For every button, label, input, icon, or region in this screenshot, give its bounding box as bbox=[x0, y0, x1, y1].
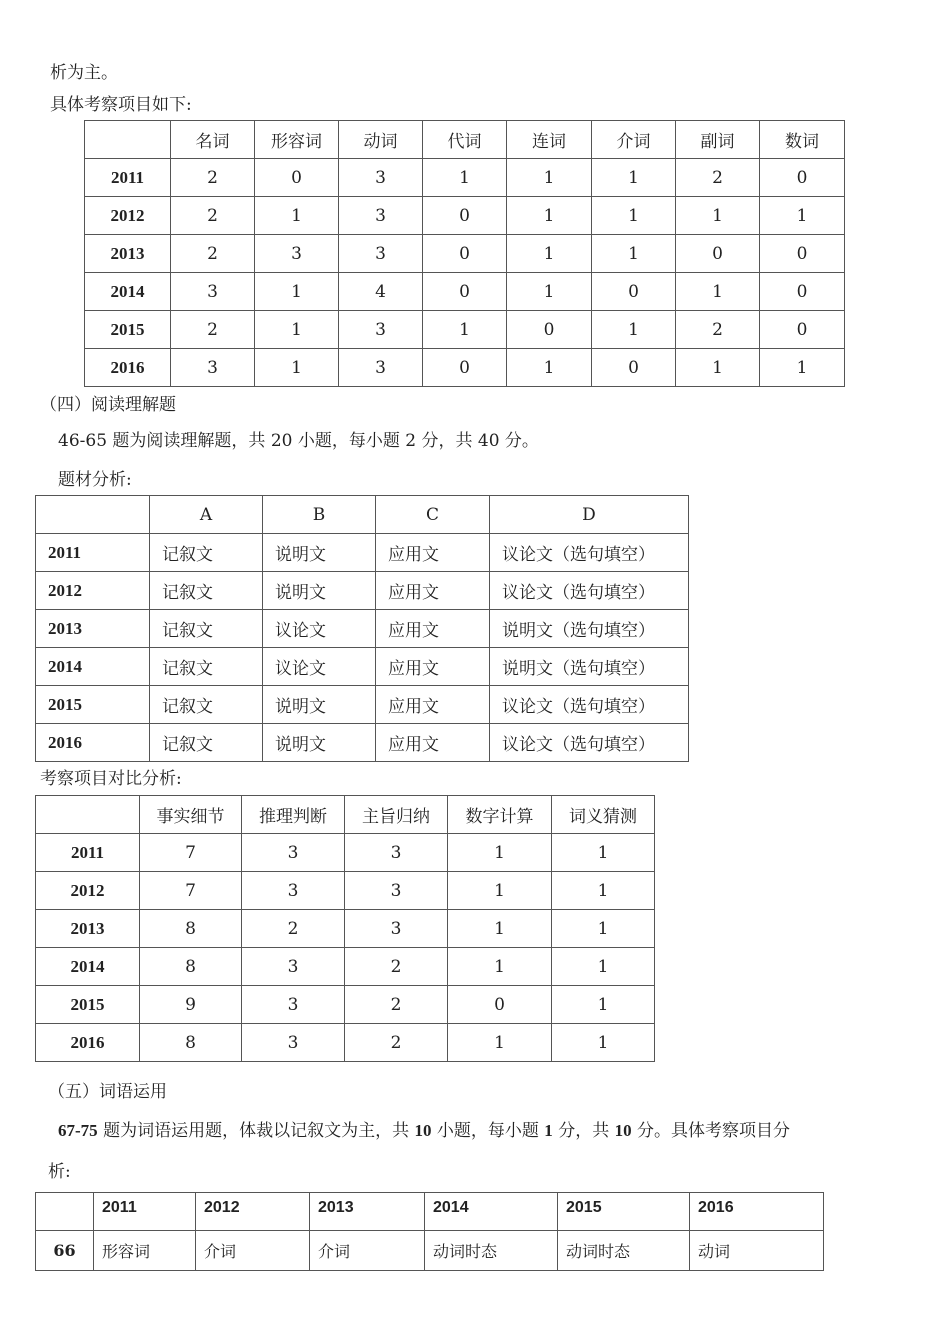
table-cell: 3 bbox=[339, 349, 423, 387]
table-cell: 1 bbox=[255, 197, 339, 235]
table-cell: 说明文 bbox=[263, 572, 376, 610]
table-cell: 2 bbox=[242, 910, 345, 948]
table-cell: 1 bbox=[760, 349, 845, 387]
reading-genre-table bbox=[35, 495, 689, 762]
header-cell: 事实细节 bbox=[140, 796, 242, 834]
header-cell: A bbox=[150, 496, 263, 534]
table-cell: 应用文 bbox=[376, 686, 490, 724]
table-cell: 应用文 bbox=[376, 648, 490, 686]
table-cell: 1 bbox=[448, 834, 552, 872]
table-row bbox=[85, 197, 845, 235]
table-row bbox=[85, 349, 845, 387]
table-cell: 3 bbox=[345, 872, 448, 910]
table-cell: 3 bbox=[242, 834, 345, 872]
row-label: 2014 bbox=[85, 273, 171, 311]
table-cell: 0 bbox=[760, 311, 845, 349]
table-cell: 1 bbox=[592, 235, 676, 273]
table-row bbox=[36, 610, 689, 648]
table-cell: 0 bbox=[592, 273, 676, 311]
table-cell: 说明文 bbox=[263, 724, 376, 762]
table-cell: 动词时态 bbox=[425, 1231, 558, 1271]
intro-line-1: 析为主。 bbox=[50, 63, 118, 83]
table-row bbox=[36, 948, 655, 986]
row-label: 2012 bbox=[36, 572, 150, 610]
section4-subtitle: 题材分析: bbox=[58, 470, 132, 490]
header-cell: 词义猜测 bbox=[552, 796, 655, 834]
table-cell: 2 bbox=[676, 311, 760, 349]
table-cell: 1 bbox=[552, 910, 655, 948]
table-cell: 3 bbox=[242, 1024, 345, 1062]
table-row bbox=[36, 910, 655, 948]
section5-title: （五）词语运用 bbox=[48, 1082, 167, 1102]
header-cell: C bbox=[376, 496, 490, 534]
word-usage-table bbox=[35, 1192, 824, 1271]
table-cell: 0 bbox=[423, 235, 507, 273]
table-cell: 1 bbox=[507, 235, 592, 273]
table-cell: 议论文 bbox=[263, 610, 376, 648]
table-cell: 1 bbox=[676, 349, 760, 387]
table-cell: 0 bbox=[592, 349, 676, 387]
header-cell bbox=[36, 496, 150, 534]
header-cell: 数词 bbox=[760, 121, 845, 159]
header-cell bbox=[36, 796, 140, 834]
table-cell: 0 bbox=[760, 159, 845, 197]
table-cell: 1 bbox=[255, 349, 339, 387]
table-cell: 1 bbox=[592, 159, 676, 197]
table-cell: 1 bbox=[507, 159, 592, 197]
row-label: 2013 bbox=[85, 235, 171, 273]
table-cell: 2 bbox=[345, 1024, 448, 1062]
row-label: 2016 bbox=[85, 349, 171, 387]
table-cell: 1 bbox=[448, 872, 552, 910]
table-cell: 记叙文 bbox=[150, 610, 263, 648]
table-cell: 3 bbox=[242, 872, 345, 910]
table-cell: 1 bbox=[255, 311, 339, 349]
table-cell: 1 bbox=[592, 311, 676, 349]
header-cell: D bbox=[490, 496, 689, 534]
table-row bbox=[85, 273, 845, 311]
row-label: 2013 bbox=[36, 610, 150, 648]
row-label: 2012 bbox=[85, 197, 171, 235]
row-label: 2011 bbox=[36, 534, 150, 572]
table-cell: 1 bbox=[760, 197, 845, 235]
table-cell: 应用文 bbox=[376, 610, 490, 648]
table-cell: 0 bbox=[255, 159, 339, 197]
table-cell: 1 bbox=[507, 197, 592, 235]
table-cell: 1 bbox=[552, 872, 655, 910]
table-cell: 1 bbox=[676, 273, 760, 311]
row-label: 2014 bbox=[36, 948, 140, 986]
table-cell: 0 bbox=[760, 235, 845, 273]
table-cell: 介词 bbox=[196, 1231, 310, 1271]
table-cell: 2 bbox=[345, 948, 448, 986]
table-row bbox=[36, 534, 689, 572]
reading-skill-table bbox=[35, 795, 655, 1062]
table-cell: 记叙文 bbox=[150, 534, 263, 572]
header-cell: 动词 bbox=[339, 121, 423, 159]
row-label: 66 bbox=[36, 1231, 94, 1271]
table-row bbox=[85, 311, 845, 349]
header-cell: 数字计算 bbox=[448, 796, 552, 834]
table-cell: 2 bbox=[171, 235, 255, 273]
row-label: 2015 bbox=[36, 986, 140, 1024]
table-cell: 2 bbox=[171, 311, 255, 349]
table-cell: 应用文 bbox=[376, 572, 490, 610]
word-class-table bbox=[84, 120, 845, 387]
table-cell: 0 bbox=[448, 986, 552, 1024]
table-cell: 2 bbox=[676, 159, 760, 197]
table-cell: 形容词 bbox=[94, 1231, 196, 1271]
table-cell: 1 bbox=[255, 273, 339, 311]
header-row bbox=[85, 121, 845, 159]
table-cell: 1 bbox=[552, 948, 655, 986]
table-cell: 2 bbox=[171, 159, 255, 197]
table-cell: 1 bbox=[507, 273, 592, 311]
table-cell: 1 bbox=[552, 1024, 655, 1062]
table-cell: 说明文 bbox=[263, 534, 376, 572]
table-cell: 8 bbox=[140, 910, 242, 948]
table-cell: 议论文 bbox=[263, 648, 376, 686]
table-cell: 1 bbox=[592, 197, 676, 235]
table-cell: 0 bbox=[423, 273, 507, 311]
header-cell: 2016 bbox=[690, 1193, 824, 1231]
table-cell: 3 bbox=[339, 235, 423, 273]
table-row bbox=[36, 686, 689, 724]
table-cell: 4 bbox=[339, 273, 423, 311]
table-row bbox=[85, 235, 845, 273]
table-cell: 应用文 bbox=[376, 534, 490, 572]
row-label: 2011 bbox=[85, 159, 171, 197]
table-cell: 1 bbox=[448, 948, 552, 986]
table-row bbox=[36, 834, 655, 872]
table-cell: 3 bbox=[339, 197, 423, 235]
header-cell: 连词 bbox=[507, 121, 592, 159]
row-label: 2014 bbox=[36, 648, 150, 686]
header-cell: 2014 bbox=[425, 1193, 558, 1231]
table-row bbox=[36, 648, 689, 686]
header-cell: 推理判断 bbox=[242, 796, 345, 834]
row-label: 2013 bbox=[36, 910, 140, 948]
intro-line-2: 具体考察项目如下: bbox=[50, 95, 192, 115]
table-cell: 说明文（选句填空） bbox=[490, 648, 689, 686]
table-row bbox=[36, 724, 689, 762]
table-cell: 3 bbox=[339, 159, 423, 197]
header-cell: B bbox=[263, 496, 376, 534]
row-label: 2015 bbox=[36, 686, 150, 724]
row-label: 2015 bbox=[85, 311, 171, 349]
compare-title: 考察项目对比分析: bbox=[40, 769, 182, 789]
table-cell: 3 bbox=[339, 311, 423, 349]
table-row bbox=[36, 572, 689, 610]
table-cell: 记叙文 bbox=[150, 648, 263, 686]
table-cell: 8 bbox=[140, 1024, 242, 1062]
table-cell: 3 bbox=[242, 948, 345, 986]
table-cell: 1 bbox=[423, 159, 507, 197]
table-cell: 议论文（选句填空） bbox=[490, 724, 689, 762]
row-label: 2016 bbox=[36, 1024, 140, 1062]
table-row bbox=[36, 872, 655, 910]
table-cell: 7 bbox=[140, 834, 242, 872]
header-cell: 主旨归纳 bbox=[345, 796, 448, 834]
header-cell: 2015 bbox=[558, 1193, 690, 1231]
table-cell: 0 bbox=[507, 311, 592, 349]
table-cell: 应用文 bbox=[376, 724, 490, 762]
table-cell: 2 bbox=[171, 197, 255, 235]
table-cell: 3 bbox=[171, 349, 255, 387]
row-label: 2016 bbox=[36, 724, 150, 762]
header-cell bbox=[85, 121, 171, 159]
table-row bbox=[85, 159, 845, 197]
table-cell: 0 bbox=[760, 273, 845, 311]
table-cell: 说明文 bbox=[263, 686, 376, 724]
header-row bbox=[36, 796, 655, 834]
header-cell: 代词 bbox=[423, 121, 507, 159]
section5-desc-line2: 析: bbox=[48, 1162, 71, 1182]
table-cell: 0 bbox=[423, 349, 507, 387]
table-cell: 记叙文 bbox=[150, 572, 263, 610]
header-cell: 介词 bbox=[592, 121, 676, 159]
table-cell: 9 bbox=[140, 986, 242, 1024]
table-cell: 0 bbox=[676, 235, 760, 273]
table-cell: 2 bbox=[345, 986, 448, 1024]
table-cell: 动词 bbox=[690, 1231, 824, 1271]
table-cell: 3 bbox=[345, 910, 448, 948]
table-cell: 议论文（选句填空） bbox=[490, 572, 689, 610]
header-cell: 形容词 bbox=[255, 121, 339, 159]
table-cell: 议论文（选句填空） bbox=[490, 686, 689, 724]
table-cell: 3 bbox=[255, 235, 339, 273]
header-row bbox=[36, 1193, 824, 1231]
table-cell: 介词 bbox=[310, 1231, 425, 1271]
table-cell: 说明文（选句填空） bbox=[490, 610, 689, 648]
section4-desc: 46-65 题为阅读理解题，共 20 小题，每小题 2 分，共 40 分。 bbox=[58, 431, 539, 451]
table-cell: 1 bbox=[423, 311, 507, 349]
header-cell bbox=[36, 1193, 94, 1231]
table-row bbox=[36, 986, 655, 1024]
section4-title: （四）阅读理解题 bbox=[40, 395, 176, 415]
table-cell: 0 bbox=[423, 197, 507, 235]
row-label: 2011 bbox=[36, 834, 140, 872]
section5-desc: 67-75 题为词语运用题，体裁以记叙文为主，共 10 小题，每小题 1 分，共 10 分。具体考察项目分 bbox=[58, 1121, 791, 1141]
table-cell: 1 bbox=[552, 834, 655, 872]
table-cell: 记叙文 bbox=[150, 724, 263, 762]
table-cell: 动词时态 bbox=[558, 1231, 690, 1271]
table-cell: 1 bbox=[552, 986, 655, 1024]
table-cell: 3 bbox=[345, 834, 448, 872]
table-cell: 1 bbox=[676, 197, 760, 235]
header-cell: 2013 bbox=[310, 1193, 425, 1231]
table-cell: 1 bbox=[448, 910, 552, 948]
table-cell: 1 bbox=[448, 1024, 552, 1062]
table-cell: 3 bbox=[171, 273, 255, 311]
header-cell: 2012 bbox=[196, 1193, 310, 1231]
table-row bbox=[36, 1231, 824, 1271]
table-cell: 记叙文 bbox=[150, 686, 263, 724]
table-row bbox=[36, 1024, 655, 1062]
table-cell: 1 bbox=[507, 349, 592, 387]
table-cell: 8 bbox=[140, 948, 242, 986]
header-cell: 名词 bbox=[171, 121, 255, 159]
table-cell: 议论文（选句填空） bbox=[490, 534, 689, 572]
header-cell: 2011 bbox=[94, 1193, 196, 1231]
table-cell: 3 bbox=[242, 986, 345, 1024]
header-cell: 副词 bbox=[676, 121, 760, 159]
table-cell: 7 bbox=[140, 872, 242, 910]
header-row bbox=[36, 496, 689, 534]
row-label: 2012 bbox=[36, 872, 140, 910]
